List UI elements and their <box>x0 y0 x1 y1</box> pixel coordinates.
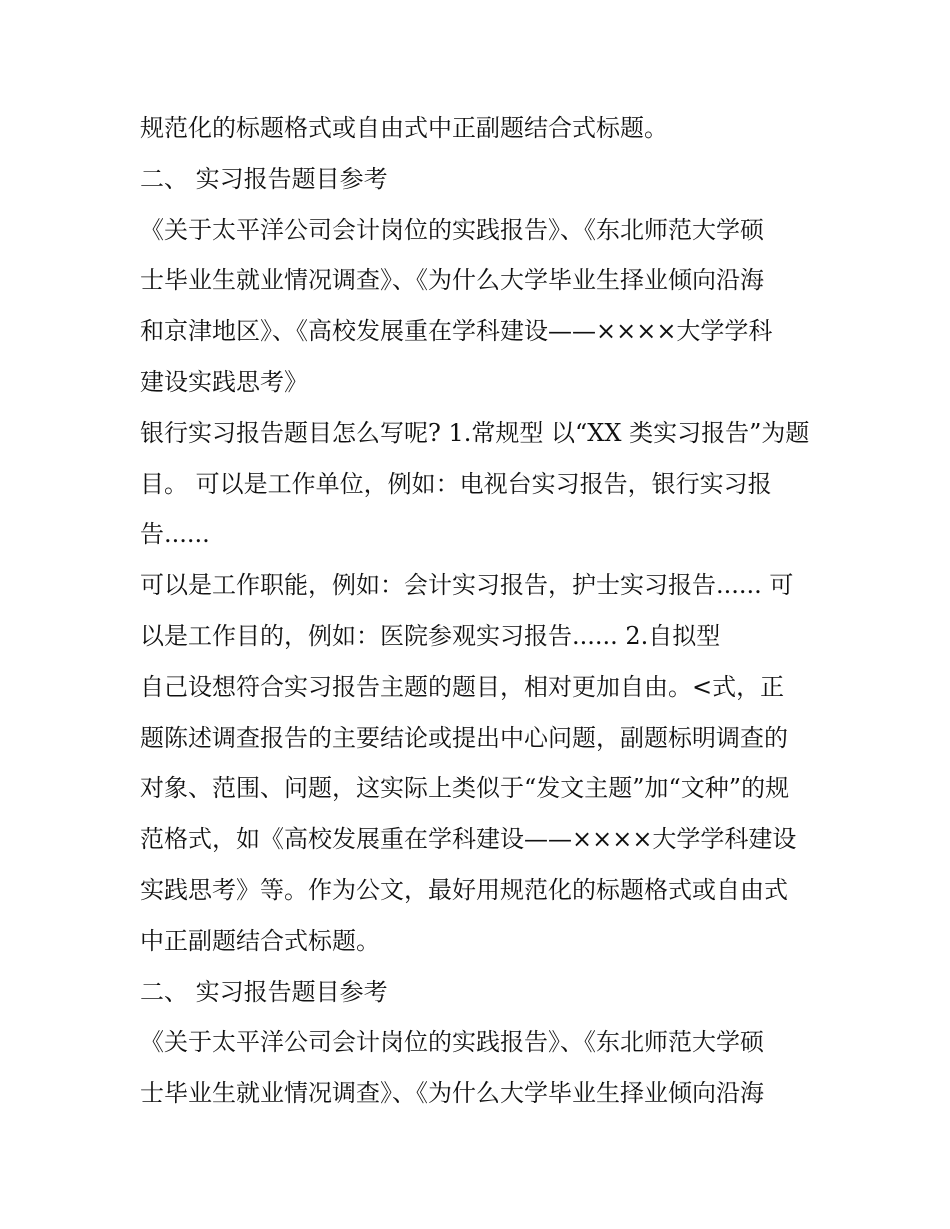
text-line-14: 对象、范围、问题，这实际上类似于“发文主题”加“文种”的规 <box>140 774 790 803</box>
text-line-11: 以是工作目的，例如：医院参观实习报告...... 2.自拟型 <box>140 621 721 650</box>
text-line-16: 实践思考》等。作为公文，最好用规范化的标题格式或自由式 <box>140 875 788 904</box>
text-line-9: 告...... <box>140 520 210 549</box>
text-line-5: 和京津地区》、《高校发展重在学科建设——××××大学学科 <box>140 317 773 346</box>
text-line-13: 题陈述调查报告的主要结论或提出中心问题，副题标明调查的 <box>140 723 788 752</box>
text-line-12: 自己设想符合实习报告主题的题目，相对更加自由。<式，正 <box>140 672 785 701</box>
text-line-10: 可以是工作职能，例如：会计实习报告，护士实习报告...... 可 <box>140 571 794 600</box>
text-line-4: 士毕业生就业情况调查》、《为什么大学毕业生择业倾向沿海 <box>140 266 764 295</box>
text-line-17: 中正副题结合式标题。 <box>140 926 380 955</box>
text-line-19: 《关于太平洋公司会计岗位的实践报告》、《东北师范大学硕 <box>140 1028 764 1057</box>
section-heading-repeat: 二、 实习报告题目参考 <box>140 977 388 1006</box>
text-line-1: 规范化的标题格式或自由式中正副题结合式标题。 <box>140 114 668 142</box>
text-line-8: 目。 可以是工作单位，例如：电视台实习报告，银行实习报 <box>140 469 772 498</box>
document-body <box>140 103 820 1119</box>
text-line-7: 银行实习报告题目怎么写呢? 1.常规型 以“XX 类实习报告”为题 <box>140 418 810 447</box>
text-line-15: 范格式，如《高校发展重在学科建设——××××大学学科建设 <box>140 825 797 854</box>
text-line-20: 士毕业生就业情况调查》、《为什么大学毕业生择业倾向沿海 <box>140 1079 764 1108</box>
section-heading: 二、 实习报告题目参考 <box>140 164 388 193</box>
text-line-6: 建设实践思考》 <box>140 367 308 396</box>
text-line-3: 《关于太平洋公司会计岗位的实践报告》、《东北师范大学硕 <box>140 215 764 244</box>
